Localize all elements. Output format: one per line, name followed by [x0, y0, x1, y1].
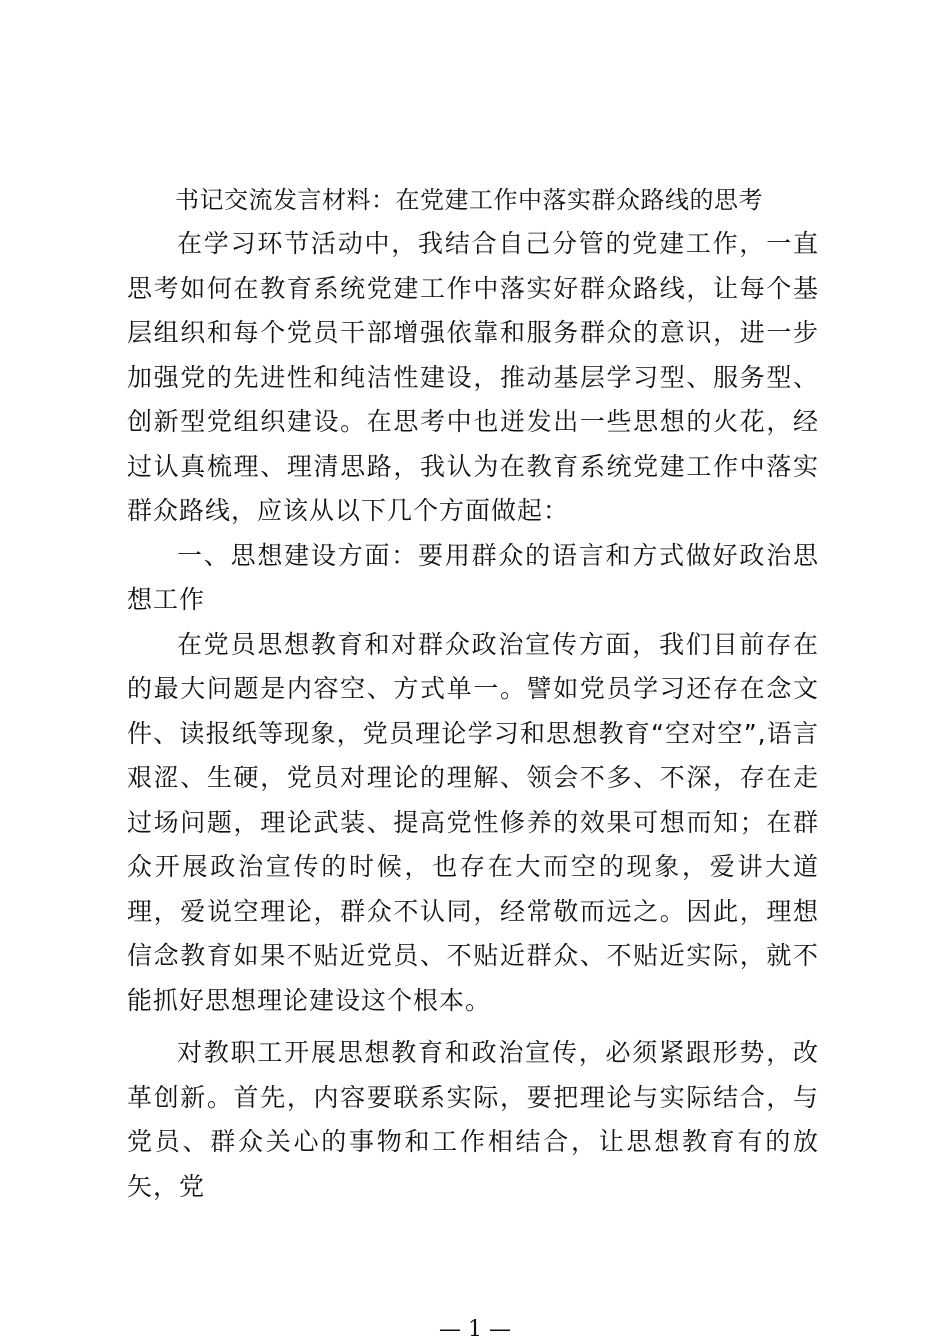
document-title: 书记交流发言材料：在党建工作中落实群众路线的思考: [175, 186, 763, 214]
document-body: [127, 178, 819, 1209]
body-paragraph: 在党员思想教育和对群众政治宣传方面，我们目前存在的最大问题是内容空、方式单一。譬如党员学习还存在念文件、读报纸等现象，党员理论学习和思想教育“空对空”,语言艰涩、生硬，党员对理论的理解、领会不多、不深，存在走过场问题，理论武装、提高党性修养的效果可想而知；在群众开展政治宣传的时候，也存在大而空的现象，爱讲大道理，爱说空理论，群众不认同，经常敬而远之。因此，理想信念教育如果不贴近党员、不贴近群众、不贴近实际，就不能抓好思想理论建设这个根本。: [127, 629, 819, 1015]
section-heading-1: 一、思想建设方面：要用群众的语言和方式做好政治思想工作: [127, 540, 819, 614]
page-number: — 1 —: [439, 1317, 511, 1342]
intro-paragraph: 在学习环节活动中，我结合自己分管的党建工作，一直思考如何在教育系统党建工作中落实好群众路线，让每个基层组织和每个党员干部增强依靠和服务群众的意识，进一步加强党的先进性和纯洁性建设，推动基层学习型、服务型、创新型党组织建设。在思考中也迸发出一些思想的火花，经过认真梳理、理清思路，我认为在教育系统党建工作中落实群众路线，应该从以下几个方面做起：: [127, 229, 819, 525]
body-paragraph: 对教职工开展思想教育和政治宣传，必须紧跟形势，改革创新。首先，内容要联系实际，要把理论与实际结合，与党员、群众关心的事物和工作相结合，让思想教育有的放矢，党: [127, 1038, 819, 1201]
